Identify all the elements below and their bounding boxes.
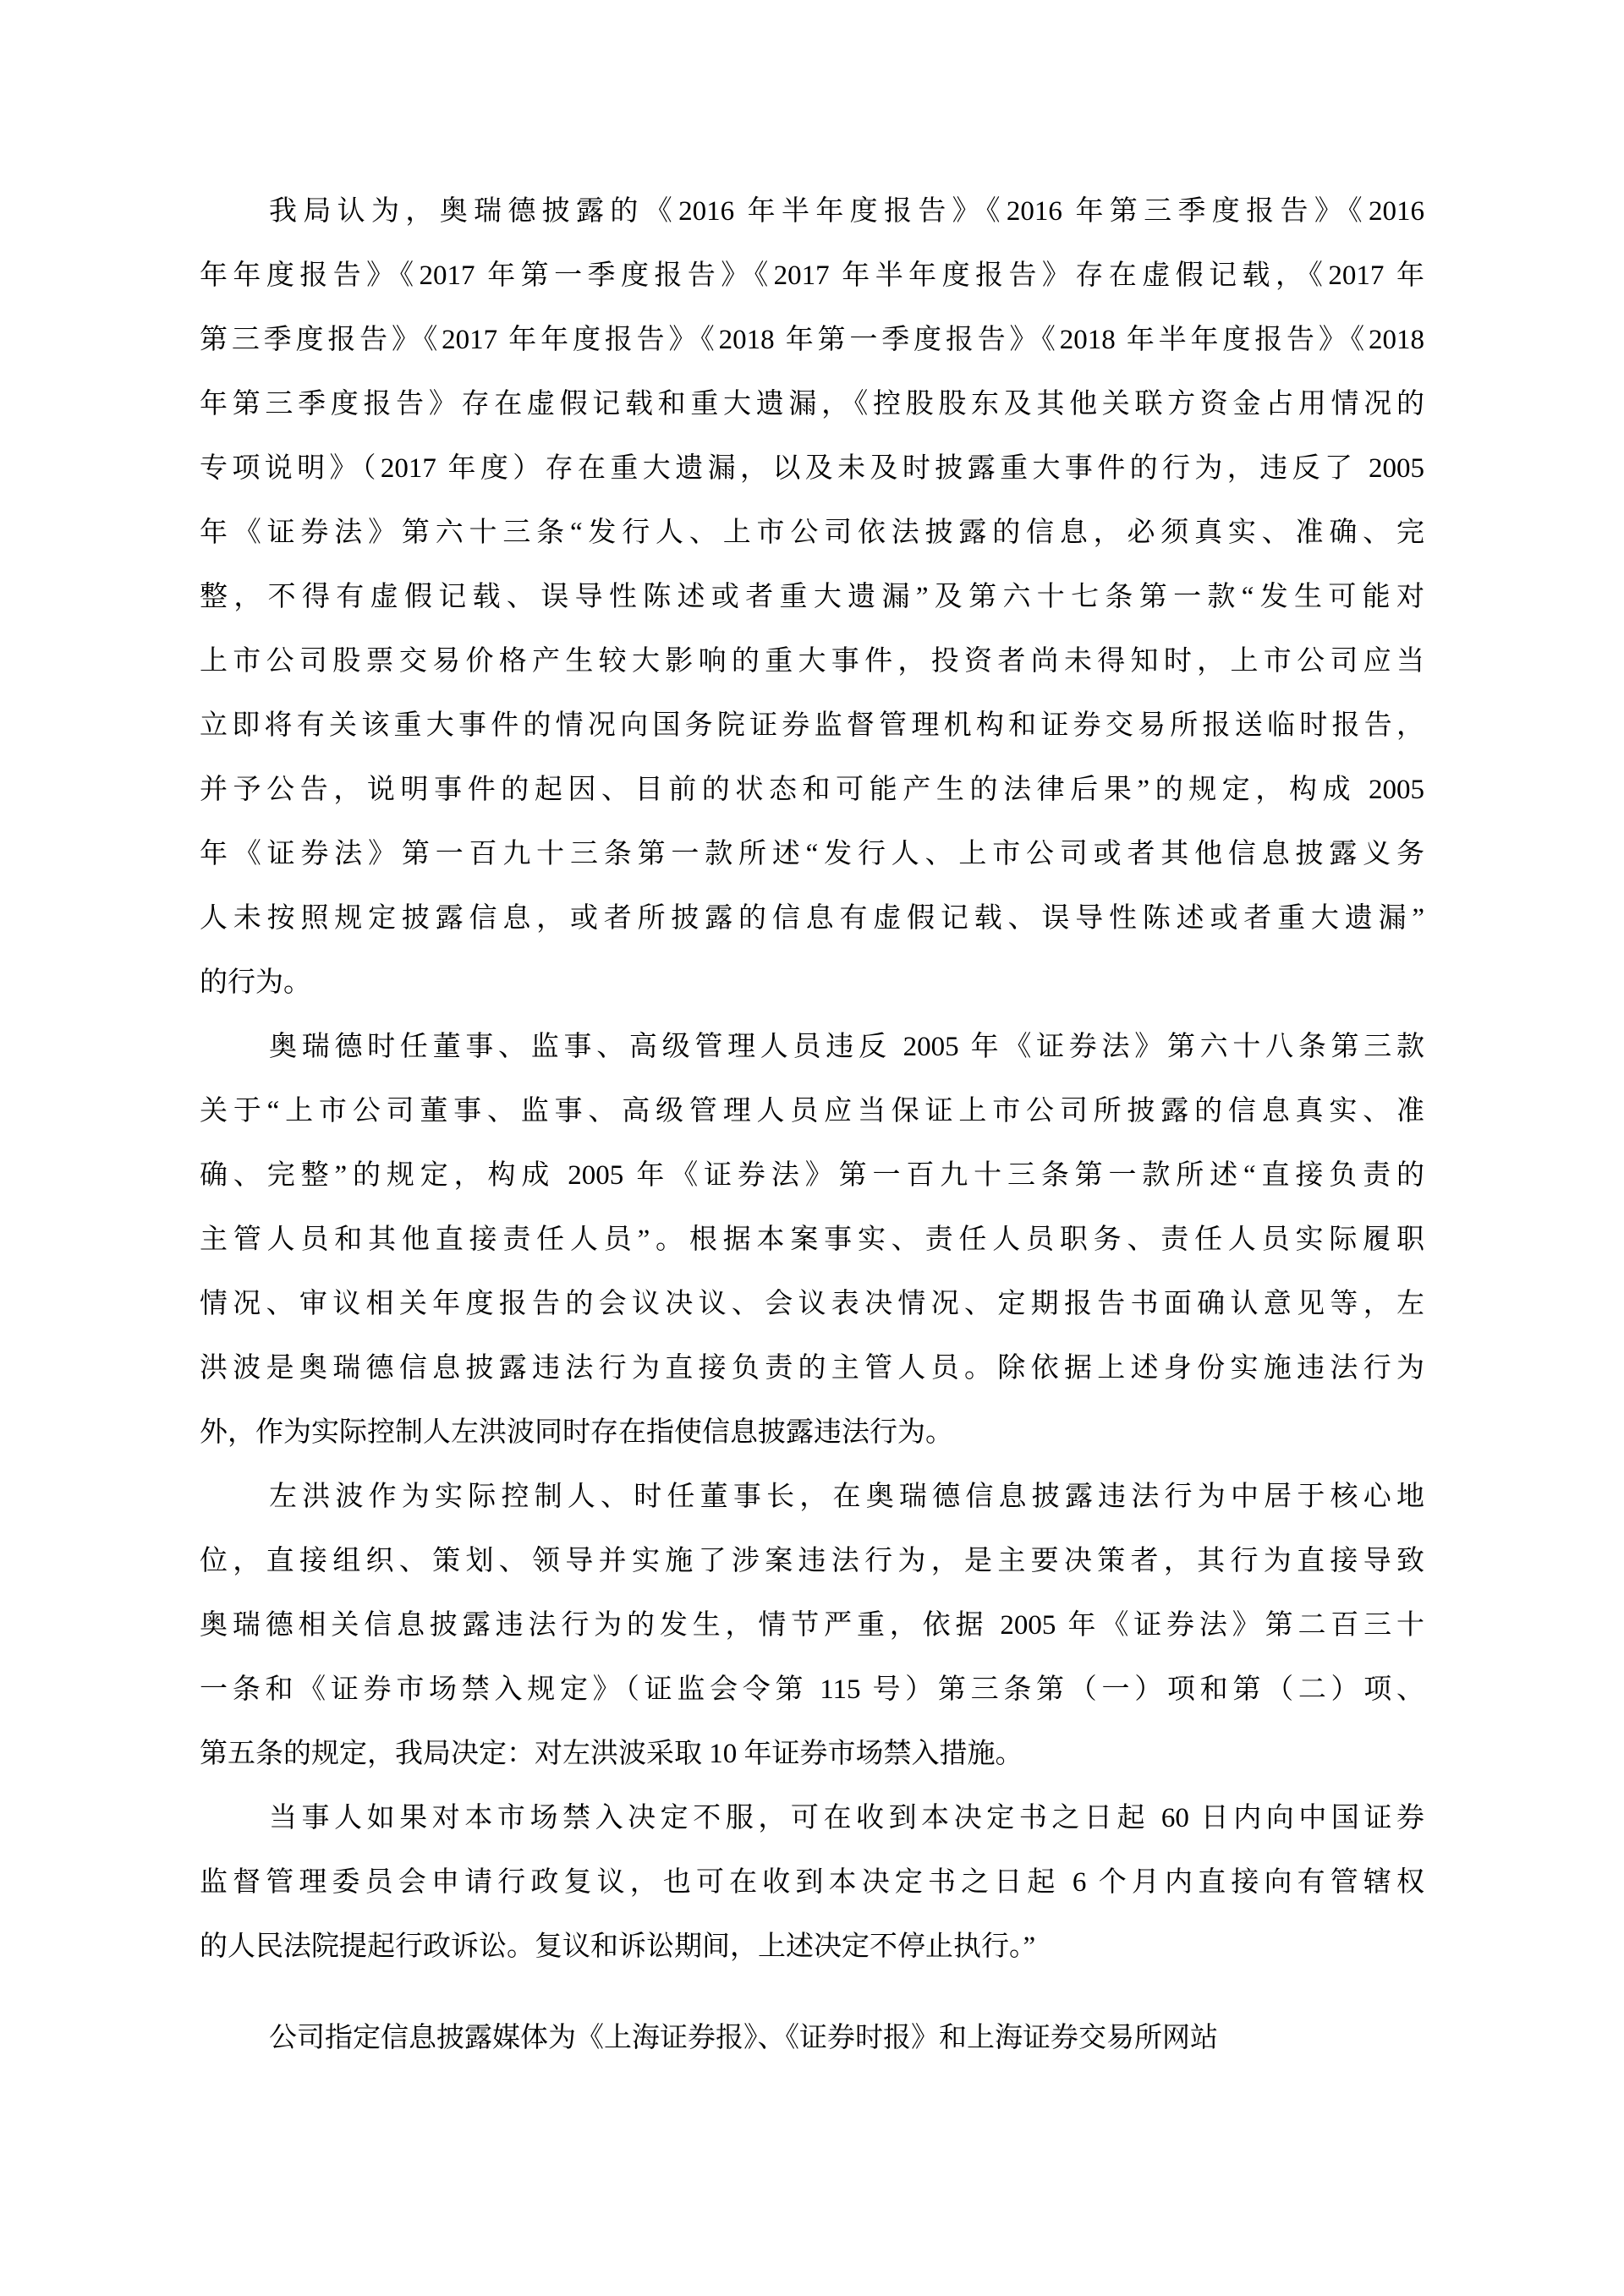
- text-line: 洪波是奥瑞德信息披露违法行为直接负责的主管人员。除依据上述身份实施违法行为: [200, 1353, 1424, 1384]
- text-line: 关于“上市公司董事、监事、高级管理人员应当保证上市公司所披露的信息真实、准: [200, 1096, 1424, 1126]
- text-line: 主管人员和其他直接责任人员”。根据本案事实、责任人员职务、责任人员实际履职: [200, 1225, 1424, 1255]
- text-line: 第五条的规定，我局决定：对左洪波采取 10 年证券市场禁入措施。: [200, 1739, 1023, 1769]
- paragraph-4: [200, 1786, 1424, 1979]
- text-line: 整，不得有虚假记载、误导性陈述或者重大遗漏”及第六十七条第一款“发生可能对: [200, 582, 1424, 612]
- text-line: 人未按照规定披露信息，或者所披露的信息有虚假记载、误导性陈述或者重大遗漏”: [200, 903, 1424, 934]
- document-text-body: [200, 179, 1424, 2070]
- text-line: 一条和《证券市场禁入规定》（证监会令第 115 号）第三条第（一）项和第（二）项、: [200, 1674, 1424, 1705]
- text-line: 确、完整”的规定，构成 2005 年《证券法》第一百九十三条第一款所述“直接负责的: [200, 1160, 1424, 1191]
- text-line: 监督管理委员会申请行政复议，也可在收到本决定书之日起 6 个月内直接向有管辖权: [200, 1867, 1424, 1898]
- text-line: 位，直接组织、策划、领导并实施了涉案违法行为，是主要决策者，其行为直接导致: [200, 1546, 1424, 1576]
- text-line: 的行为。: [200, 967, 311, 998]
- text-line: 奥瑞德相关信息披露违法行为的发生，情节严重，依据 2005 年《证券法》第二百三十: [200, 1610, 1424, 1641]
- text-line: 年《证券法》第六十三条“发行人、上市公司依法披露的信息，必须真实、准确、完: [200, 518, 1424, 548]
- text-line: 第三季度报告》《2017 年年度报告》《2018 年第一季度报告》《2018 年半年度报告》《2018: [200, 325, 1424, 355]
- text-line: 情况、审议相关年度报告的会议决议、会议表决情况、定期报告书面确认意见等，左: [200, 1289, 1424, 1319]
- paragraph-5: [200, 2006, 1424, 2070]
- text-line: 立即将有关该重大事件的情况向国务院证券监督管理机构和证券交易所报送临时报告，: [200, 710, 1424, 741]
- paragraph-1: [200, 179, 1424, 1015]
- text-line: 外，作为实际控制人左洪波同时存在指使信息披露违法行为。: [200, 1417, 953, 1448]
- text-line: 当事人如果对本市场禁入决定不服，可在收到本决定书之日起 60 日内向中国证券: [269, 1803, 1424, 1833]
- text-line: 年年度报告》《2017 年第一季度报告》《2017 年半年度报告》存在虚假记载，《2017 年: [200, 260, 1424, 291]
- text-line: 的人民法院提起行政诉讼。复议和诉讼期间，上述决定不停止执行。”: [200, 1932, 1036, 1962]
- text-line: 我局认为，奥瑞德披露的《2016 年半年度报告》《2016 年第三季度报告》《2016: [269, 196, 1424, 227]
- text-line: 公司指定信息披露媒体为《上海证券报》、《证券时报》和上海证券交易所网站: [269, 2023, 1218, 2053]
- paragraph-2: [200, 1015, 1424, 1465]
- text-line: 上市公司股票交易价格产生较大影响的重大事件，投资者尚未得知时，上市公司应当: [200, 646, 1424, 677]
- text-line: 专项说明》（2017 年度）存在重大遗漏，以及未及时披露重大事件的行为，违反了 2005: [200, 453, 1424, 484]
- text-line: 年第三季度报告》存在虚假记载和重大遗漏，《控股股东及其他关联方资金占用情况的: [200, 389, 1424, 419]
- text-line: 左洪波作为实际控制人、时任董事长，在奥瑞德信息披露违法行为中居于核心地: [269, 1482, 1424, 1512]
- text-line: 并予公告，说明事件的起因、目前的状态和可能产生的法律后果”的规定，构成 2005: [200, 775, 1424, 805]
- text-line: 奥瑞德时任董事、监事、高级管理人员违反 2005 年《证券法》第六十八条第三款: [269, 1032, 1424, 1062]
- paragraph-3: [200, 1465, 1424, 1786]
- text-line: 年《证券法》第一百九十三条第一款所述“发行人、上市公司或者其他信息披露义务: [200, 839, 1424, 869]
